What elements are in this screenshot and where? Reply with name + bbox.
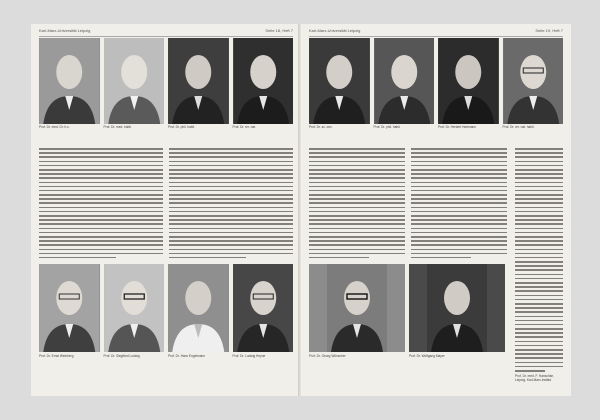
- portrait-photo: [104, 264, 165, 352]
- right-page: [301, 24, 571, 396]
- left-bottom-captions: [39, 354, 293, 376]
- right-top-portraits: [309, 38, 563, 124]
- portrait-photo: [503, 38, 564, 124]
- portrait-photo: [374, 38, 435, 124]
- portrait-caption: Prof. Dr. Herbert Hartmann: [438, 125, 477, 129]
- portrait-caption: Prof. Dr. sc. oec.: [309, 125, 333, 129]
- portrait-photo: [233, 264, 294, 352]
- left-body-text: [39, 148, 293, 260]
- text-column: [309, 148, 405, 260]
- portrait-caption: Prof. Dr. Wolfgang Mayer: [409, 354, 445, 358]
- portrait-caption: Prof. Dr. rer. nat. habil.: [502, 125, 535, 129]
- portrait-caption: Prof. Dr. med. habil.: [103, 125, 132, 129]
- portrait-caption: Prof. Dr. Ernst Weinberg: [39, 354, 74, 358]
- left-top-portraits: [39, 38, 293, 124]
- portrait-photo: [309, 38, 370, 124]
- portrait-caption: Prof. Dr. Siegfried Ludwig: [103, 354, 140, 358]
- portrait-photo: [233, 38, 294, 124]
- portrait-photo: [438, 38, 499, 124]
- portrait-caption: Prof. Dr. phil. habil.: [168, 125, 195, 129]
- text-column: [169, 148, 293, 260]
- left-header-title: Karl-Marx-Universität Leipzig: [39, 28, 91, 33]
- portrait-caption: Prof. Dr. rer. nat.: [232, 125, 256, 129]
- right-bottom-captions: [309, 354, 505, 376]
- portrait-caption: Prof. Dr. Hans Engelmann: [168, 354, 206, 358]
- left-bottom-portraits: [39, 264, 293, 352]
- portrait-caption: Prof. Dr. Georg Wünscher: [309, 354, 346, 358]
- portrait-caption: Prof. Dr. Ludwig Heyne: [232, 354, 266, 358]
- text-column: [411, 148, 507, 260]
- portrait-photo: [39, 264, 100, 352]
- right-bottom-portraits: [309, 264, 505, 352]
- portrait-photo: [168, 264, 229, 352]
- right-top-captions: [309, 125, 563, 145]
- left-page: [31, 24, 301, 396]
- portrait-photo: [104, 38, 165, 124]
- right-page-header: [309, 28, 563, 37]
- portrait-photo: [309, 264, 405, 352]
- portrait-photo: [168, 38, 229, 124]
- left-header-page-number: Seite 18, Heft 7: [265, 28, 293, 33]
- portrait-photo: [39, 38, 100, 124]
- right-header-title: Karl-Marx-Universität Leipzig: [309, 28, 361, 33]
- portrait-photo: [409, 264, 505, 352]
- right-side-text-column: [515, 148, 563, 384]
- article-signature: Prof. Dr. med. F. Hanschke, Leipzig, Karl-Marx-Institut: [515, 374, 554, 383]
- left-page-header: [39, 28, 293, 37]
- left-top-captions: [39, 125, 293, 145]
- right-body-text: [309, 148, 507, 260]
- portrait-caption: Prof. Dr. med. Dr. h.c.: [39, 125, 70, 129]
- right-header-page-number: Seite 19, Heft 7: [535, 28, 563, 33]
- portrait-caption: Prof. Dr. phil. habil.: [373, 125, 401, 129]
- text-column: [39, 148, 163, 260]
